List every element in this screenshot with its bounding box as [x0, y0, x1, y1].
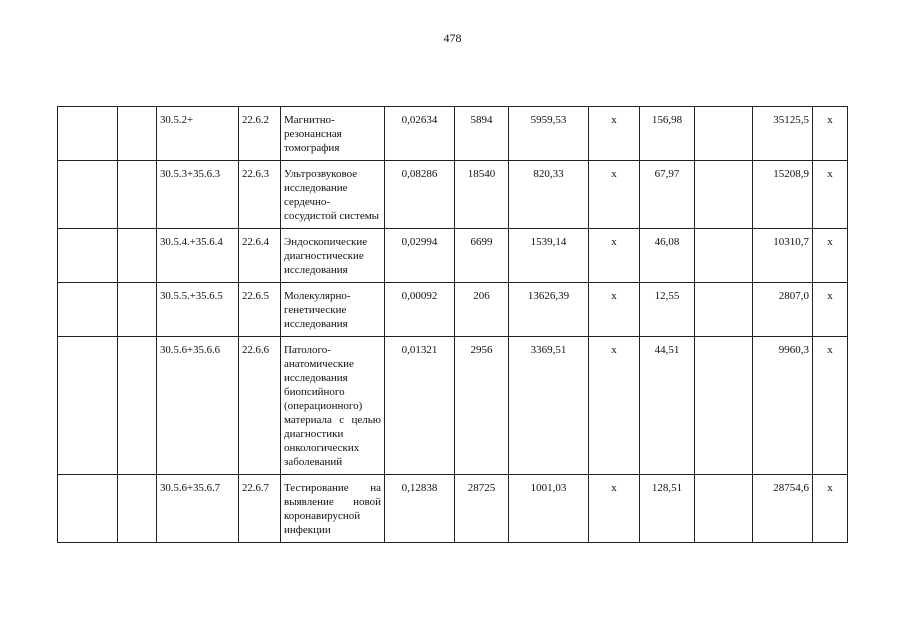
cell-value-3: 1539,14 — [509, 229, 589, 283]
cell-value-5 — [695, 229, 753, 283]
cell-value-2: 5894 — [455, 107, 509, 161]
cell-empty-a — [58, 161, 118, 229]
cell-empty-a — [58, 107, 118, 161]
cell-value-4: 156,98 — [640, 107, 695, 161]
cell-value-4: 128,51 — [640, 475, 695, 543]
cell-value-6: 15208,9 — [753, 161, 813, 229]
cell-mark-1: х — [589, 107, 640, 161]
cell-value-6: 9960,3 — [753, 337, 813, 475]
cell-value-1: 0,02634 — [385, 107, 455, 161]
cell-value-1: 0,01321 — [385, 337, 455, 475]
cell-mark-2: х — [813, 283, 848, 337]
cell-empty-a — [58, 475, 118, 543]
cell-empty-b — [118, 475, 157, 543]
cell-value-1: 0,08286 — [385, 161, 455, 229]
cell-value-6: 2807,0 — [753, 283, 813, 337]
cell-mark-1: х — [589, 161, 640, 229]
cell-code: 30.5.4.+35.6.4 — [157, 229, 239, 283]
table-row — [58, 107, 848, 161]
cell-value-5 — [695, 337, 753, 475]
cell-mark-2: х — [813, 161, 848, 229]
cell-code: 30.5.6+35.6.6 — [157, 337, 239, 475]
cell-subcode: 22.6.4 — [239, 229, 281, 283]
cell-empty-a — [58, 283, 118, 337]
cell-value-2: 6699 — [455, 229, 509, 283]
cell-value-3: 820,33 — [509, 161, 589, 229]
cell-code: 30.5.2+ — [157, 107, 239, 161]
cell-empty-b — [118, 161, 157, 229]
cell-mark-2: х — [813, 229, 848, 283]
cell-mark-1: х — [589, 229, 640, 283]
cell-value-6: 10310,7 — [753, 229, 813, 283]
cell-mark-2: х — [813, 475, 848, 543]
cell-value-2: 2956 — [455, 337, 509, 475]
cell-service-name: Магнитно-резонансная томография — [281, 107, 385, 161]
cell-value-5 — [695, 161, 753, 229]
cell-mark-1: х — [589, 337, 640, 475]
cell-empty-b — [118, 337, 157, 475]
cell-value-4: 67,97 — [640, 161, 695, 229]
table-row — [58, 475, 848, 543]
cell-mark-2: х — [813, 107, 848, 161]
cell-value-1: 0,12838 — [385, 475, 455, 543]
cell-value-4: 12,55 — [640, 283, 695, 337]
table-row — [58, 337, 848, 475]
cell-value-5 — [695, 107, 753, 161]
page-number: 478 — [443, 31, 462, 45]
cell-code: 30.5.6+35.6.7 — [157, 475, 239, 543]
cell-value-2: 18540 — [455, 161, 509, 229]
cell-mark-1: х — [589, 475, 640, 543]
cell-value-4: 46,08 — [640, 229, 695, 283]
cell-value-3: 5959,53 — [509, 107, 589, 161]
cell-value-6: 35125,5 — [753, 107, 813, 161]
cell-subcode: 22.6.6 — [239, 337, 281, 475]
cell-service-name: Тестирование на выявление новой коронавирусной инфекции — [281, 475, 385, 543]
cell-service-name: Молекулярно-генетические исследования — [281, 283, 385, 337]
table-row — [58, 283, 848, 337]
table-row — [58, 229, 848, 283]
cell-value-1: 0,00092 — [385, 283, 455, 337]
cell-value-2: 206 — [455, 283, 509, 337]
cell-empty-b — [118, 229, 157, 283]
cell-subcode: 22.6.3 — [239, 161, 281, 229]
cell-empty-b — [118, 107, 157, 161]
cell-service-name: Эндоскопические диагностические исследования — [281, 229, 385, 283]
cell-service-name: Патолого-анатомические исследования биопсийного (операционного) материала с целью диагностики онкологических заболеваний — [281, 337, 385, 475]
cell-subcode: 22.6.5 — [239, 283, 281, 337]
cell-subcode: 22.6.7 — [239, 475, 281, 543]
cell-service-name: Ультрозвуковое исследование сердечно-сосудистой системы — [281, 161, 385, 229]
cell-code: 30.5.3+35.6.3 — [157, 161, 239, 229]
cell-subcode: 22.6.2 — [239, 107, 281, 161]
cell-value-6: 28754,6 — [753, 475, 813, 543]
cell-value-2: 28725 — [455, 475, 509, 543]
cell-empty-a — [58, 337, 118, 475]
cell-value-4: 44,51 — [640, 337, 695, 475]
cell-mark-1: х — [589, 283, 640, 337]
tariff-table — [57, 106, 848, 543]
cell-empty-b — [118, 283, 157, 337]
cell-code: 30.5.5.+35.6.5 — [157, 283, 239, 337]
table-row — [58, 161, 848, 229]
cell-value-1: 0,02994 — [385, 229, 455, 283]
cell-mark-2: х — [813, 337, 848, 475]
cell-empty-a — [58, 229, 118, 283]
cell-value-3: 3369,51 — [509, 337, 589, 475]
cell-value-5 — [695, 283, 753, 337]
cell-value-3: 13626,39 — [509, 283, 589, 337]
cell-value-3: 1001,03 — [509, 475, 589, 543]
cell-value-5 — [695, 475, 753, 543]
